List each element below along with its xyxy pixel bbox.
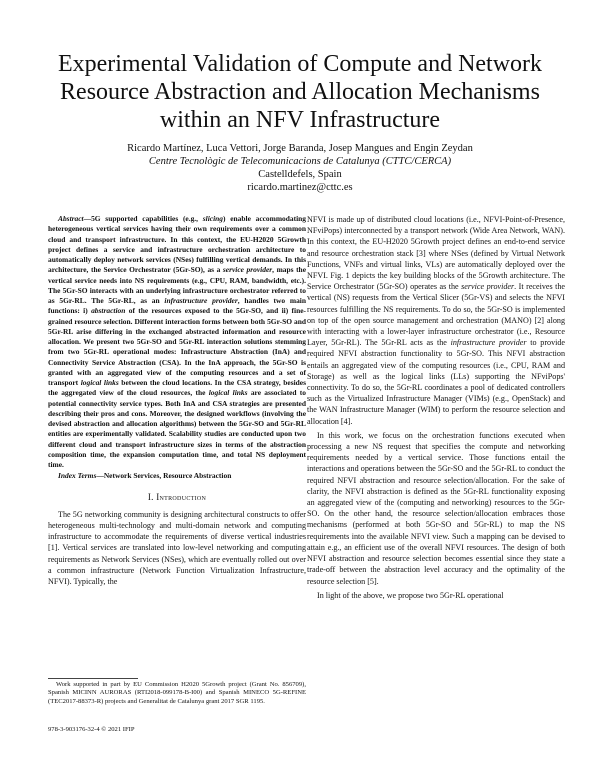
- abstract-label: Abstract: [58, 214, 84, 223]
- abstract: Abstract—5G supported capabilities (e.g., slicing) enable accommodating heterogeneous vertical services having their own requirements over a common cloud and transport infrastructure. In this context, the EU-H2020 5Growth project defines a service and infrastructure orchestration architecture to automatically deploy network services (NSes) fulfilling vertical demands. In this architecture, the Service Orchestrator (5Gr-SO), as a service provider, maps the vertical service needs into NS requirements (e.g., CPU, RAM, bandwidth, etc.). The 5Gr-SO interacts with an underlying infrastructure orchestrator referred to as 5Gr-RL. The 5Gr-RL, as an infrastructure provider, handles two main functions: i) abstraction of the resources exposed to the 5Gr-SO, and ii) fine-grained resource selection. Different interaction forms between both 5Gr-SO and 5Gr-RL arise differing in the exchanged abstracted information and resource allocation. We present two 5Gr-SO and 5Gr-RL interaction solutions stemming from two 5Gr-RL operational modes: Infrastructure Abstraction (InA) and Connectivity Service Abstraction (CSA). In the InA approach, the 5Gr-SO is granted with an aggregated view of the computing resources and a set of transport logical links between the cloud locations. In the CSA strategy, besides the aggregated view of the cloud resources, the logical links are associated to potential connectivity service types. Both InA and CSA strategies are presented describing their pros and cons. Moreover, the designed workflows (involving the devised abstraction and allocation algorithms) between the 5Gr-SO and 5Gr-RL entities are experimentally validated. Scalability studies are conducted upon two different cloud and transport infrastructure sizes in terms of the abstraction composition time, the expansion computation time, and total NS deployment time.: [48, 214, 307, 469]
- right-paragraph-2: In this work, we focus on the orchestration functions executed when processing a new NS request that specifies the compute and networking requirements needed by a vertical service. Those functions entail the interactions and operations between the 5Gr-SO and the 5Gr-RL to conduct the required NFVI abstraction and resource selection/allocation. For the sake of clarity, the NFVI abstraction is defined as the 5Gr-RL functionality exposing an aggregated view of the (computing and networking) resources to the 5Gr-SO. On the other hand, the resource selection/allocation embraces those mechanisms (performed at both 5Gr-SO and 5Gr-RL) to map the NS requirements into the available NFVI view. Such a mapping can be devised to attain e.g., an efficient use of the overall NFVI resources. The design of both NFVI abstraction and resource selection becomes essential since they state a trade-off between the abstraction level accuracy and the optimality of the resource selection [5].: [307, 430, 565, 586]
- right-column: [307, 214, 565, 601]
- author-block: [40, 142, 560, 194]
- section-heading-introduction: I. Introduction: [147, 491, 207, 502]
- author-names: Ricardo Martínez, Luca Vettori, Jorge Baranda, Josep Mangues and Engin Zeydan: [127, 143, 473, 154]
- funding-note: Work supported in part by EU Commission H2020 5Growth project (Grant No. 856709), Spanish MICINN AURORAS (RTI2018-099178-B-I00) and Spanish MINECO 5G-REFINE (TEC2017-88373-R) projects and Generalitat de Catalunya grant 2017 SGR 1195.: [48, 681, 306, 705]
- author-affiliation: Centre Tecnològic de Telecomunicacions de Catalunya (CTTC/CERCA): [148, 156, 452, 167]
- intro-paragraph: The 5G networking community is designing architectural constructs to offer heterogeneous multi-technology and multi-domain network and computing infrastructure to accommodate the requirements of diverse vertical industries [1]. Vertical services are translated into low-level networking and computing requirements as Network Services (NSes), which are eventually rolled out over a common infrastructure (Network Function Virtualization Infrastructure, NFVI). Typically, the: [48, 509, 306, 586]
- author-location: Castelldefels, Spain: [258, 169, 342, 180]
- paper-title: Experimental Validation of Compute and Network Resource Abstraction and Allocation Mechanisms within an NFV Infrastructure: [57, 51, 543, 133]
- copyright-line: 978-3-903176-32-4 © 2021 IFIP: [48, 726, 135, 733]
- index-terms: Index Terms—Network Services, Resource Abstraction: [58, 471, 232, 481]
- right-paragraph-3: In light of the above, we propose two 5Gr-RL operational: [317, 590, 504, 600]
- left-column: [48, 214, 306, 587]
- author-email: ricardo.martinez@cttc.es: [247, 182, 353, 193]
- footnote-divider: [48, 678, 138, 679]
- footnote: [48, 681, 306, 706]
- index-terms-label: Index Terms: [58, 471, 97, 481]
- right-paragraph-1: NFVI is made up of distributed cloud locations (i.e., NFVI-Point-of-Presence, NFviPops) interconnected by a transport network (Wide Area Network, WAN). In this context, the EU-H2020 5Growth project defines an end-to-end service and resource orchestration stack [3] where NSes (defined by Virtual Network Functions, VNFs and virtual links, VLs) are automatically deployed over the NFVI. Fig. 1 depicts the key building blocks of the 5Growth architecture. The Service Orchestrator (5Gr-SO) operates as the service provider. It receives the vertical (NS) requests from the Vertical Slicer (5Gr-VS) and selects the NFVI resources fulfilling the NS requirements. To do so, the 5Gr-SO is implemented on top of the open source management and orchestration (MANO) [2] along with interacting with a lower-layer infrastructure orchestrator (i.e., Resource Layer, 5Gr-RL). The 5Gr-RL acts as the infrastructure provider to provide required NFVI abstraction functionality to 5Gr-SO. This NFVI abstraction entails an aggregated view of the computing resources (i.e., CPU, RAM and Storage) as well as the logical links (LLs) supporting the NFviPops' connectivity. To do so, the 5Gr-RL coordinates a pool of dedicated controllers such as the Virtualized Infrastructure Manager (VIMs) (e.g., OpenStack) and the WAN Infrastructure Manager (WIM) to perform the resource selection and allocation [4].: [307, 215, 566, 426]
